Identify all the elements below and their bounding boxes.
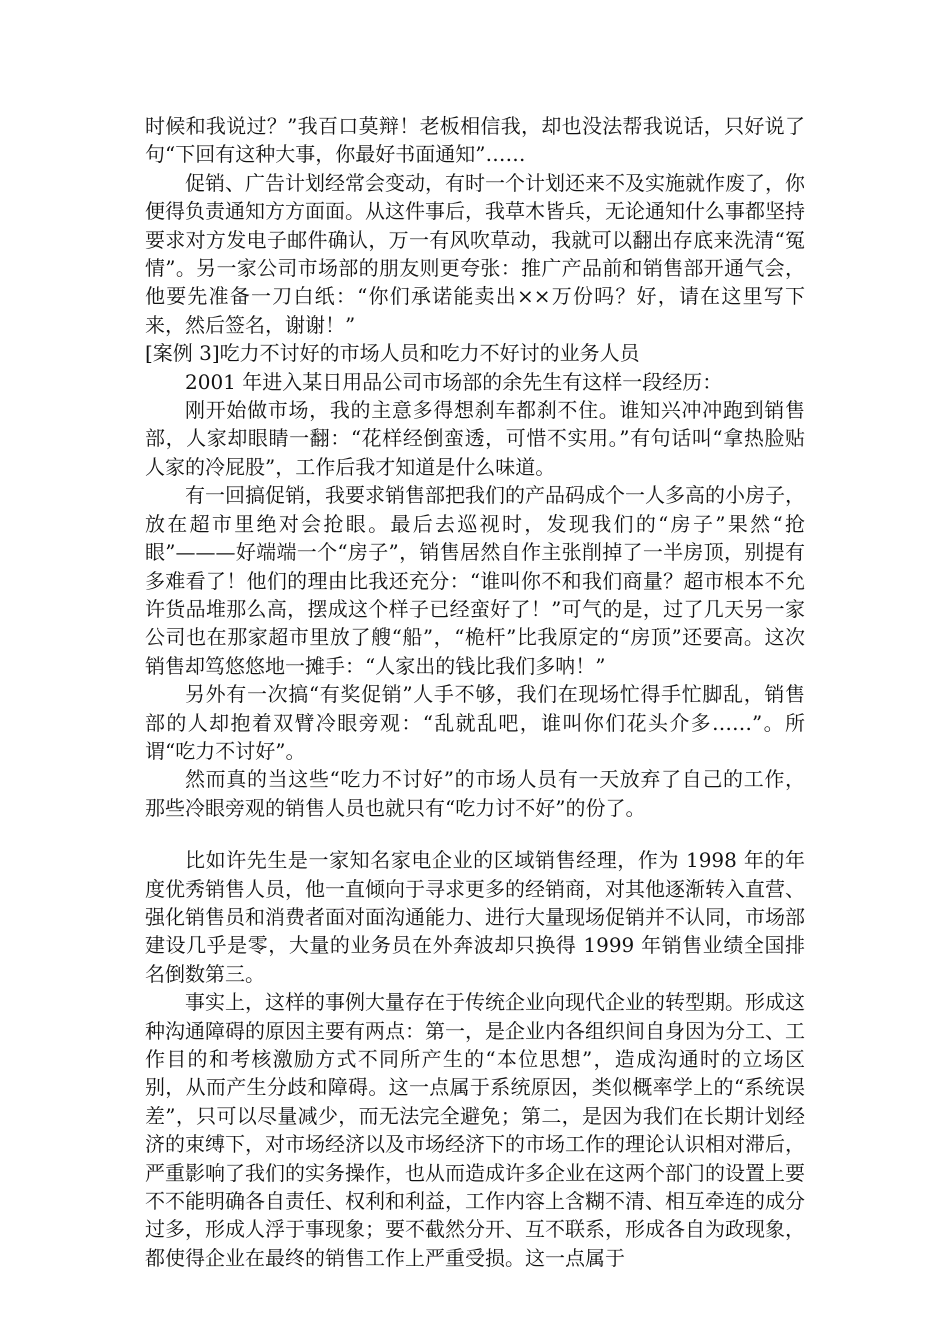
paragraph-8: 然而真的当这些“吃力不讨好”的市场人员有一天放弃了自己的工作，那些冷眼旁观的销售人员也就只有“吃力讨不好”的份了。	[145, 767, 805, 820]
paragraph-6: 有一回搞促销，我要求销售部把我们的产品码成个一人多高的小房子，放在超市里绝对会抢眼。最后去巡视时，发现我们的“房子”果然“抢眼”———好端端一个“房子”，销售居然自作主张削掉了一半房顶，别提有多难看了！他们的理由比我还充分：“谁叫你不和我们商量？超市根本不允许货品堆那么高，摆成这个样子已经蛮好了！”可气的是，过了几天另一家公司也在那家超市里放了艘“船”，“桅杆”比我原定的“房顶”还要高。这次销售却笃悠悠地一摊手：“人家出的钱比我们多呐！”	[145, 483, 805, 678]
paragraph-4: 2001 年进入某日用品公司市场部的余先生有这样一段经历：	[185, 369, 723, 394]
paragraph-gap	[145, 822, 805, 846]
paragraph-1: 时候和我说过？”我百口莫辩！老板相信我，却也没法帮我说话，只好说了句“下回有这种大事，你最好书面通知”……	[145, 114, 805, 167]
case-heading: [案例 3]吃力不讨好的市场人员和吃力不好讨的业务人员	[145, 341, 640, 366]
document-page	[145, 112, 805, 1272]
paragraph-9: 比如许先生是一家知名家电企业的区域销售经理，作为 1998 年的年度优秀销售人员，他一直倾向于寻求更多的经销商，对其他逐渐转入直营、强化销售员和消费者面对面沟通能力、进行大量现场促销并不认同，市场部建设几乎是零，大量的业务员在外奔波却只换得 1999 年销售业绩全国排名倒数第三。	[145, 848, 805, 986]
paragraph-5: 刚开始做市场，我的主意多得想刹车都刹不住。谁知兴冲冲跑到销售部，人家却眼睛一翻：“花样经倒蛮透，可惜不实用。”有句话叫“拿热脸贴人家的冷屁股”，工作后我才知道是什么味道。	[145, 398, 805, 479]
paragraph-7: 另外有一次搞“有奖促销”人手不够，我们在现场忙得手忙脚乱，销售部的人却抱着双臂冷眼旁观：“乱就乱吧，谁叫你们花头介多……”。所谓“吃力不讨好”。	[145, 682, 805, 763]
paragraph-2: 促销、广告计划经常会变动，有时一个计划还来不及实施就作废了，你便得负责通知方方面面。从这件事后，我草木皆兵，无论通知什么事都坚持要求对方发电子邮件确认，万一有风吹草动，我就可以翻出存底来洗清“冤情”。另一家公司市场部的朋友则更夸张：推广产品前和销售部开通气会，他要先准备一刀白纸：“你们承诺能卖出××万份吗？好，请在这里写下来，然后签名，谢谢！”	[145, 170, 805, 337]
paragraph-10: 事实上，这样的事例大量存在于传统企业向现代企业的转型期。形成这种沟通障碍的原因主要有两点：第一，是企业内各组织间自身因为分工、工作目的和考核激励方式不同所产生的“本位思想”，造成沟通时的立场区别，从而产生分歧和障碍。这一点属于系统原因，类似概率学上的“系统误差”，只可以尽量减少，而无法完全避免；第二，是因为我们在长期计划经济的束缚下，对市场经济以及市场经济下的市场工作的理论认识相对滞后，严重影响了我们的实务操作，也从而造成许多企业在这两个部门的设置上要不不能明确各自责任、权利和利益，工作内容上含糊不清、相互牵连的成分过多，形成人浮于事现象；要不截然分开、互不联系，形成各自为政现象，都使得企业在最终的销售工作上严重受损。这一点属于	[145, 990, 805, 1270]
